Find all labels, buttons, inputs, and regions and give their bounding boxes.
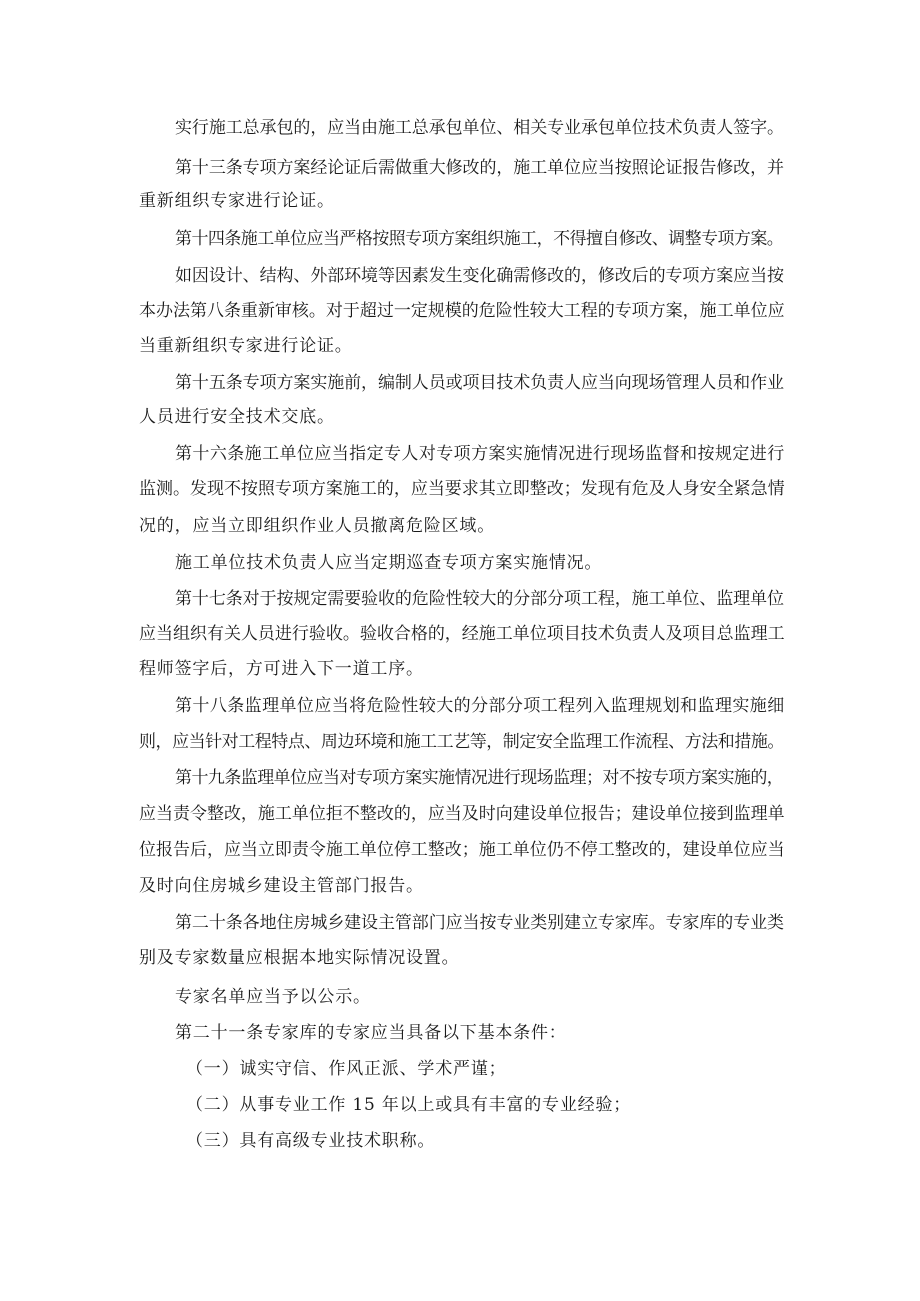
text-line: 第十九条监理单位应当对专项方案实施情况进行现场监理；对不按专项方案实施的， xyxy=(175,768,784,788)
text-line: 监测。发现不按照专项方案施工的，应当要求其立即整改；发现有危及人身安全紧急情 xyxy=(139,479,785,499)
text-line: 及时向住房城乡建设主管部门报告。 xyxy=(139,876,424,896)
text-line: 如因设计、结构、外部环境等因素发生变化确需修改的，修改后的专项方案应当按 xyxy=(175,266,784,286)
text-line: 应当组织有关人员进行验收。验收合格的，经施工单位项目技术负责人及项目总监理工 xyxy=(139,624,785,644)
text-line: 第十三条专项方案经论证后需做重大修改的，施工单位应当按照论证报告修改，并 xyxy=(175,158,784,178)
text-line: 第十五条专项方案实施前，编制人员或项目技术负责人应当向现场管理人员和作业 xyxy=(175,373,784,393)
text-line: （一）诚实守信、作风正派、学术严谨； xyxy=(186,1059,507,1079)
text-line: 位报告后，应当立即责令施工单位停工整改；施工单位仍不停工整改的，建设单位应当 xyxy=(139,840,785,860)
text-line: 施工单位技术负责人应当定期巡查专项方案实施情况。 xyxy=(175,553,603,573)
text-line: 人员进行安全技术交底。 xyxy=(139,407,335,427)
text-line: （三）具有高级专业技术职称。 xyxy=(186,1131,436,1151)
text-line: 别及专家数量应根据本地实际情况设置。 xyxy=(139,948,460,968)
text-line: 第十八条监理单位应当将危险性较大的分部分项工程列入监理规划和监理实施细 xyxy=(175,696,785,716)
text-line: 本办法第八条重新审核。对于超过一定规模的危险性较大工程的专项方案，施工单位应 xyxy=(139,301,785,321)
text-line: 第十六条施工单位应当指定专人对专项方案实施情况进行现场监督和按规定进行 xyxy=(175,444,785,464)
text-line: 第二十一条专家库的专家应当具备以下基本条件： xyxy=(175,1023,567,1043)
text-line: 重新组织专家进行论证。 xyxy=(139,191,335,211)
text-line: 第十七条对于按规定需要验收的危险性较大的分部分项工程，施工单位、监理单位 xyxy=(175,589,784,609)
text-line: （二）从事专业工作 15 年以上或具有丰富的专业经验； xyxy=(186,1095,632,1115)
text-line: 应当责令整改，施工单位拒不整改的，应当及时向建设单位报告；建设单位接到监理单 xyxy=(139,804,785,824)
text-line: 第十四条施工单位应当严格按照专项方案组织施工，不得擅自修改、调整专项方案。 xyxy=(175,229,784,249)
text-line: 当重新组织专家进行论证。 xyxy=(139,336,353,356)
text-line: 第二十条各地住房城乡建设主管部门应当按专业类别建立专家库。专家库的专业类 xyxy=(175,913,784,933)
text-line: 则，应当针对工程特点、周边环境和施工工艺等，制定安全监理工作流程、方法和措施。 xyxy=(139,732,784,752)
text-line: 实行施工总承包的，应当由施工总承包单位、相关专业承包单位技术负责人签字。 xyxy=(175,118,784,138)
text-line: 程师签字后，方可进入下一道工序。 xyxy=(139,659,424,679)
text-line: 专家名单应当予以公示。 xyxy=(175,987,371,1007)
text-line: 况的，应当立即组织作业人员撤离危险区域。 xyxy=(139,516,495,536)
